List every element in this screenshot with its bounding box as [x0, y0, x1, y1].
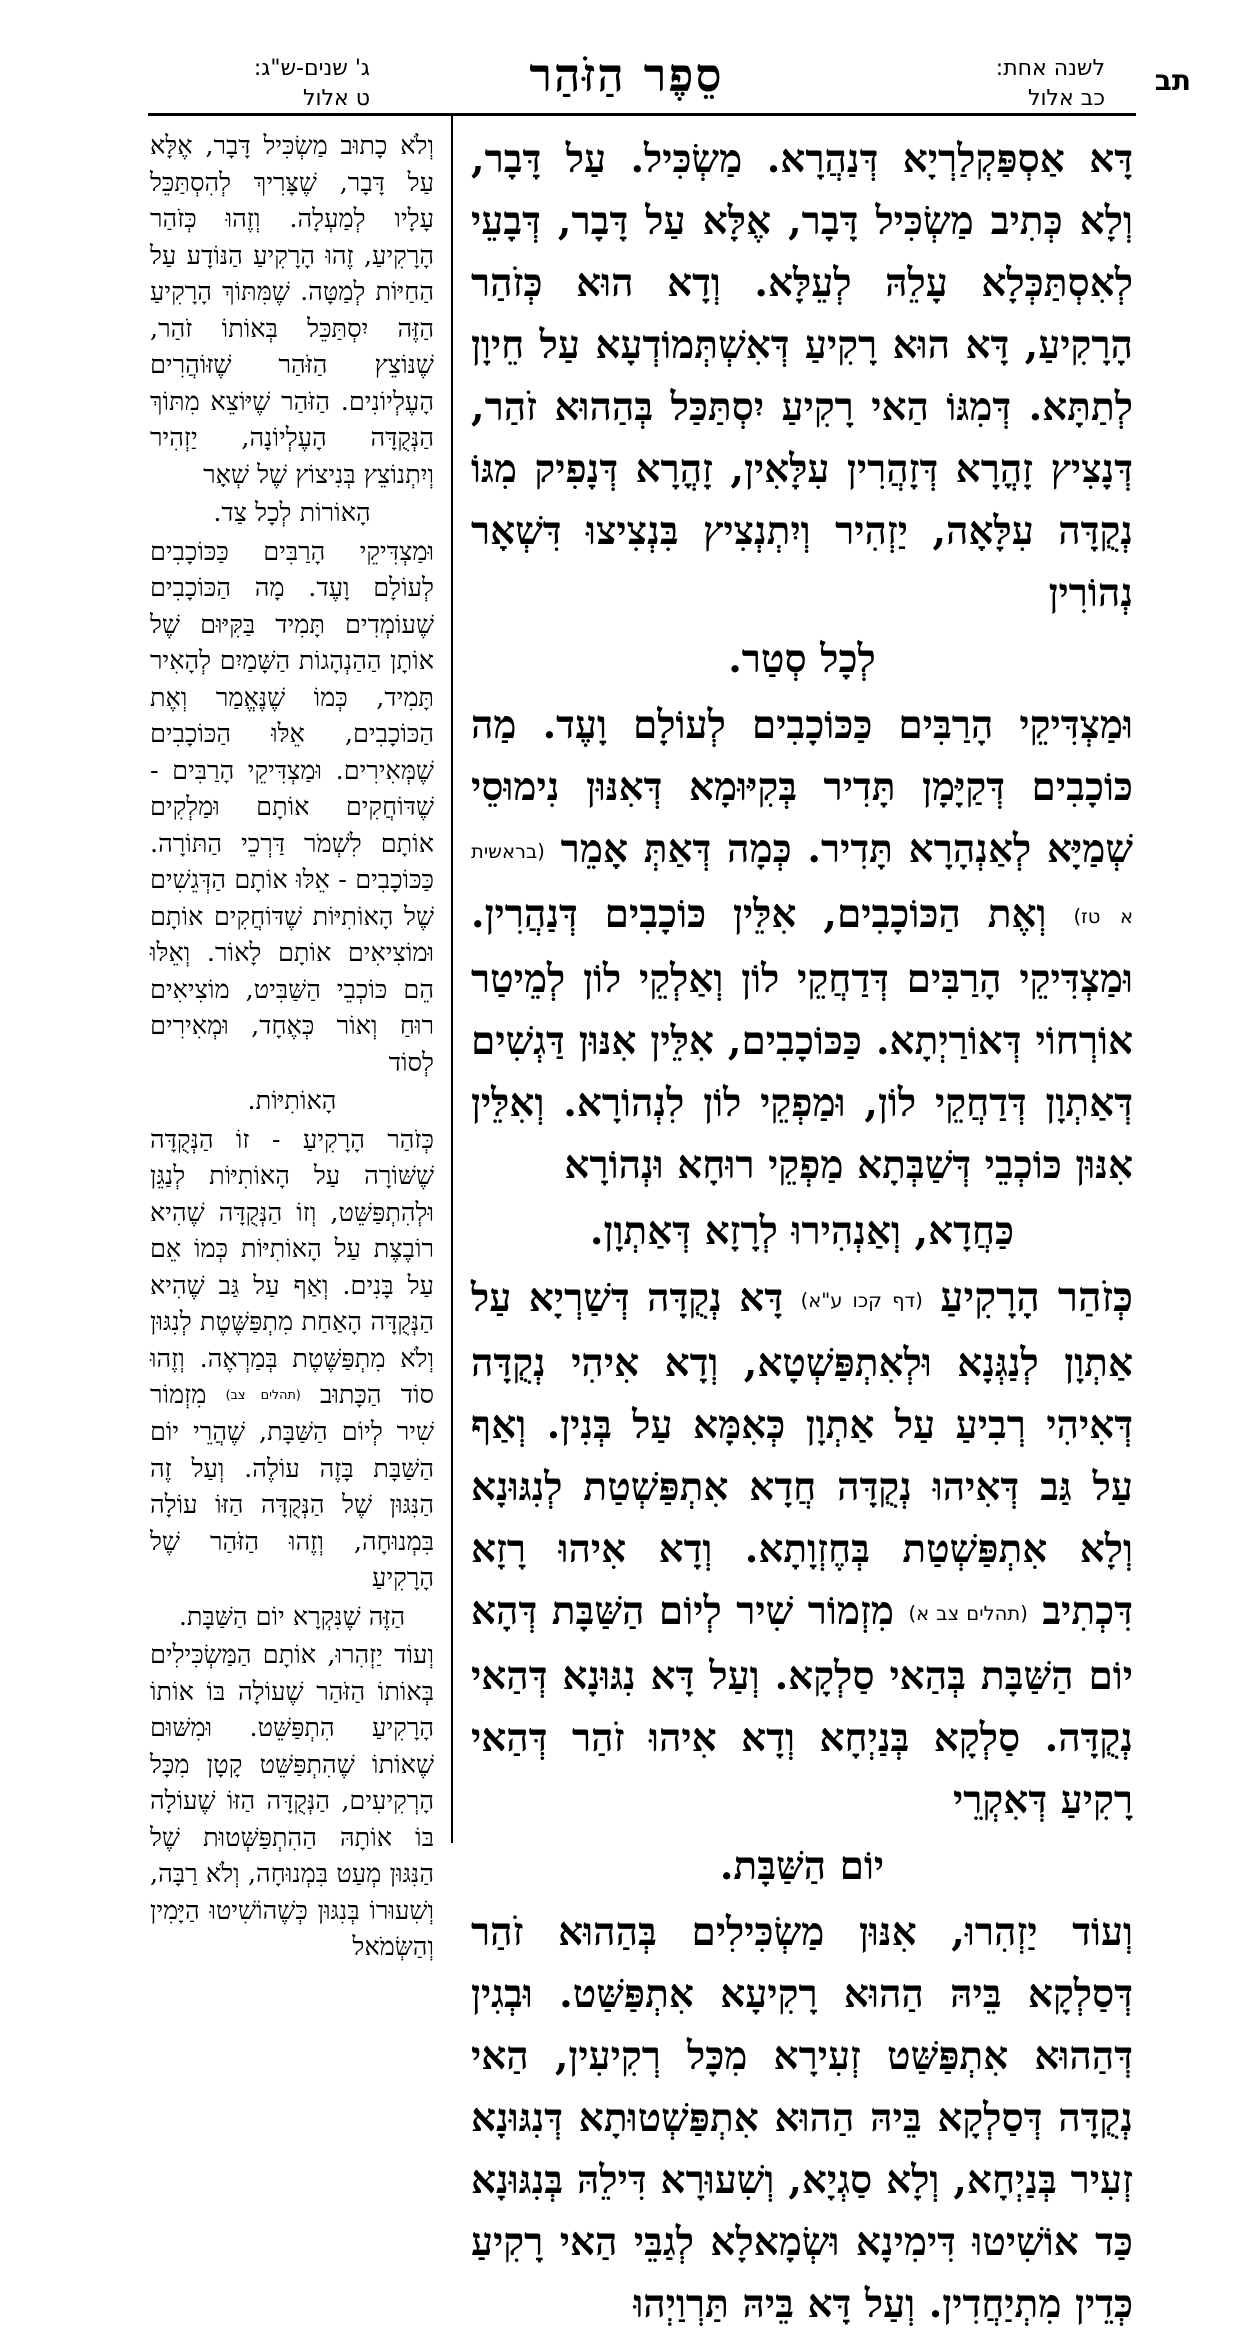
translation-paragraph-3-end: הַזֶּה שֶׁנִּקְרָא יוֹם הַשַּׁבָּת.	[178, 1601, 406, 1632]
aramaic-text-column	[471, 128, 1134, 2327]
aramaic-text: וְעוֹד יַזְהִרוּ, אִנּוּן מַשְׂכִּילִים בְּהַהוּא זֹהַר דְּסַלְקָא בֵּיהּ הַהוּא רָקִיעָא אִתְפַּשַּׁט. וּבְגִין דְּהַהוּא אִתְפַּשַּׁט זְעִירָא מִכָּל רְקִיעִין, הַאי נְקֻדָּה דְּסַלְקָא בֵּיהּ הַהוּא אִתְפַּשְׁטוּתָא דְּנִגּוּנָא זְעִיר בְּנַיְחָא, וְלָא סַגְיָא, וְשִׁעוּרָא דִּילֵהּ בְּנִגּוּנָא כַּד אוֹשִׁיטוּ דִּימִינָא וּשְׂמָאלָא לְגַבֵּי הַאי רָקִיעַ כְּדֵין מִתְיַחֲדִין. וְעַל דָּא בֵּיהּ תַּרְוַיְהוּ	[471, 1909, 1133, 2327]
reading-schedule-three-years	[150, 54, 370, 114]
translation-paragraph-3	[150, 1122, 434, 1597]
aramaic-paragraph-4	[471, 1901, 1133, 2335]
aramaic-paragraph-1-end: לְכָל סְטַר.	[728, 636, 876, 682]
aramaic-text: וּמַצְדִּיקֵי הָרַבִּים כַּכּוֹכָבִים לְעוֹלָם וָעֶד. מַה כּוֹכָבִים דְּקַיָּמָן תָּדִיר בְּקִיּוּמָא דְּאִנּוּן נִימוּסֵי שְׁמַיָּא לְאַנְהָרָא תָּדִיר. כְּמָה דְּאַתְּ אָמֵר	[471, 702, 1133, 872]
translation-paragraph-1-end: הָאוֹרוֹת לְכָל צַד.	[213, 498, 371, 528]
aramaic-text: דָּא אַסְפַּקְלַרְיָא דְּנַהֲרָא. מַשְׂכִּיל. עַל דָּבָר, וְלָא כְּתִיב מַשְׂכִּיל דָּבָר, אֶלָּא עַל דָּבָר, דְּבָעֵי לְאִסְתַּכְּלָא עָלֵהּ לְעֵלָּא. וְדָא הוּא כְּזֹהַר הָרָקִיעַ, דָּא הוּא רָקִיעַ דְּאִשְׁתְּמוֹדְעָא עַל חֵיוָן לְתַתָּא. דְּמִגּוֹ הַאי רָקִיעַ יִסְתַּכַּל בְּהַהוּא זֹהַר, דְּנָצִיץ זָהֳרָא דְּזָהֲרִין עִלָּאִין, זָהֳרָא דְּנָפִיק מִגּוֹ נְקֻדָּה עִלָּאָה, יַזְהִיר וְיִתְנְצִיץ בִּנְצִיצוּ דִּשְׁאָר נְהוֹרִין	[471, 136, 1133, 616]
translation-text: מִזְמוֹר שִׁיר לְיוֹם הַשַּׁבָּת, שֶׁהֲרֵי יוֹם הַשַּׁבָּת בָּזֶה עוֹלֶה. וְעַל זֶה הַנִּגּוּן שֶׁל הַנְּקֻדָּה הַזּוֹ עוֹלָה בִּמְנוּחָה, וְזֶהוּ הַזֹּהַר שֶׁל הָרָקִיעַ	[150, 1380, 434, 1594]
aramaic-paragraph-2-end: כַּחֲדָא, וְאַנְהִירוּ לְרָזָא דְּאַתְוָן.	[589, 1208, 1015, 1254]
aramaic-paragraph-3-end: יוֹם הַשַּׁבָּת.	[719, 1843, 885, 1889]
schedule-three-years-label: ג' שנים-ש"ג:	[253, 56, 370, 81]
schedule-one-year-label: לשנה אחת:	[995, 56, 1105, 81]
book-title: סֵפֶר הַזֹּהַר	[529, 48, 724, 102]
header-rule	[148, 113, 1136, 116]
aramaic-text: דָּא נְקֻדָּה דְּשַׁרְיָא עַל אַתְוָן לְנַגְּנָא וּלְאִתְפַּשְׁטָא, וְדָא אִיהִי נְקֻדָּה דְּאִיהִי רְבִיעַ עַל אַתְוָן כְּאִמָּא עַל בְּנִין. וְאַף עַל גַּב דְּאִיהוּ נְקֻדָּה חֲדָא אִתְפַּשְׁטַת לְנִגּוּנָא וְלָא אִתְפַּשְׁטַת בְּחֶזְוָתָא. וְדָא אִיהוּ רָזָא דִּכְתִיב	[471, 1275, 1134, 1634]
translation-text: וּמַצְדִּיקֵי הָרַבִּים כַּכּוֹכָבִים לְעוֹלָם וָעֶד. מָה הַכּוֹכָבִים שֶׁעוֹמְדִים תָּמִיד בַּקִּיּוּם שֶׁל אוֹתָן הַהַנְהָגוֹת הַשָּׁמַיִם לְהָאִיר תָּמִיד, כְּמוֹ שֶׁנֶּאֱמַר וְאֶת הַכּוֹכָבִים, אֵלּוּ הַכּוֹכָבִים שֶׁמְּאִירִים. וּמַצְדִּיקֵי הָרַבִּים - שֶׁדּוֹחֲקִים אוֹתָם וּמַלְקִים אוֹתָם לִשְׁמֹר דַּרְכֵי הַתּוֹרָה. כַּכּוֹכָבִים - אֵלּוּ אוֹתָם הַדְּגֵשִׁים שֶׁל הָאוֹתִיּוֹת שֶׁדּוֹחֲקִים אוֹתָם וּמוֹצִיאִים אוֹתָם לָאוֹר. וְאֵלּוּ הֵם כּוֹכְבֵי הַשַּׁבִּיט, מוֹצִיאִים רוּחַ וְאוֹר כְּאֶחָד, וּמְאִירִים לְסוֹד	[150, 536, 434, 1078]
scripture-reference: (תהלים צב)	[225, 1387, 301, 1403]
page-header	[0, 40, 1253, 130]
translation-text: כְּזֹהַר הָרָקִיעַ - זוֹ הַנְּקֻדָּה שֶׁשּׁוֹרָה עַל הָאוֹתִיּוֹת לְנַגֵּן וּלְהִתְפַּשֵּׁט, וְזוֹ הַנְּקֻדָּה שֶׁהִיא רוֹבֶצֶת עַל הָאוֹתִיּוֹת כְּמוֹ אֵם עַל בָּנִים. וְאַף עַל גַּב שֶׁהִיא הַנְּקֻדָּה הָאַחַת מִתְפַּשֶּׁטֶת לְנִגּוּן וְלֹא מִתְפַּשֶּׁטֶת בְּמַרְאֶה. וְזֶהוּ סוֹד הַכָּתוּב	[150, 1124, 434, 1410]
translation-text: וְלֹא כָתוּב מַשְׂכִּיל דָּבָר, אֶלָּא עַל דָּבָר, שֶׁצָּרִיךְ לְהִסְתַּכֵּל עָלָיו לְמַעְלָה. וְזֶהוּ כְּזֹהַר הָרָקִיעַ, זֶהוּ הָרָקִיעַ הַנּוֹדָע עַל הַחַיּוֹת לְמַטָּה. שֶׁמִּתּוֹךְ הָרָקִיעַ הַזֶּה יִסְתַּכֵּל בְּאוֹתוֹ זֹהַר, שֶׁנּוֹצֵץ הַזֹּהַר שֶׁזּוֹהֲרִים הָעֶלְיוֹנִים. הַזֹּהַר שֶׁיּוֹצֵא מִתּוֹךְ הַנְּקֻדָּה הָעֶלְיוֹנָה, יַזְהִיר וְיִתְנוֹצֵץ בְּנִיצוֹץ שֶׁל שְׁאָר	[150, 131, 434, 490]
column-separator	[451, 113, 453, 1843]
translation-paragraph-4	[150, 1637, 434, 1966]
aramaic-text: וְאֶת הַכּוֹכָבִים, אִלֵּין כּוֹכָבִים דְּנַהֲרִין. וּמַצְדִּיקֵי הָרַבִּים דְּדַחֲקֵי לוֹן וְאַלְקֵי לוֹן לְמֵיטַר אוֹרְחוֹי דְּאוֹרַיְתָא. כַּכּוֹכָבִים, אִלֵּין אִנּוּן דַּגְשִׁים דְּאַתְוָן דְּדַחֲקֵי לוֹן, וּמַפְקֵי לוֹן לִנְהוֹרָא. וְאִלֵּין אִנּוּן כּוֹכְבֵי דְּשַׁבְּתָא מַפְקֵי רוּחָא וּנְהוֹרָא	[471, 891, 1133, 1188]
translation-text: וְעוֹד יַזְהִרוּ, אוֹתָם הַמַּשְׂכִּילִים בְּאוֹתוֹ הַזֹּהַר שֶׁעוֹלָה בּוֹ אוֹתוֹ הָרָקִיעַ הִתְפַּשֵּׁט. וּמִשּׁוּם שֶׁאוֹתוֹ שֶׁהִתְפַּשֵּׁט קָטָן מִכָּל הָרְקִיעִים, הַנְּקֻדָּה הַזּוֹ שֶׁעוֹלָה בּוֹ אוֹתָהּ הַהִתְפַּשְּׁטוּת שֶׁל הַנִּגּוּן מְעַט בִּמְנוּחָה, וְלֹא רַבָּה, וְשִׁעוּרוֹ בְּנִגּוּן כְּשֶׁהוֹשִׁיטוּ הַיָּמִין וְהַשְּׂמֹאל	[150, 1640, 434, 1963]
aramaic-paragraph-3	[471, 1266, 1133, 1831]
folio-reference: (דף קכו ע"א)	[800, 1289, 923, 1312]
aramaic-paragraph-2	[471, 694, 1133, 1196]
paragraph-opening-words: כְּזֹהַר הָרָקִיעַ	[940, 1273, 1133, 1321]
scripture-reference: (תהלים צב א)	[908, 1602, 1028, 1625]
scripture-reference: (בראשית א טז)	[471, 840, 1134, 928]
aramaic-paragraph-1	[471, 128, 1133, 624]
translation-paragraph-2	[150, 534, 434, 1082]
schedule-one-year-date: כב אלול	[1027, 86, 1105, 111]
page-number: תב	[1154, 64, 1191, 97]
schedule-three-years-date: ט אלול	[303, 86, 370, 111]
translation-paragraph-2-end: הָאוֹתִיּוֹת.	[247, 1086, 337, 1116]
translation-paragraph-1	[150, 128, 434, 493]
aramaic-text: מִזְמוֹר שִׁיר לְיוֹם הַשַּׁבָּת דְּהָא יוֹם הַשַּׁבָּת בְּהַאי סַלְקָא. וְעַל דָּא נִגּוּנָא דְּהַאי נְקֻדָּה. סַלְקָא בְּנַיְחָא וְדָא אִיהוּ זֹהַר דְּהַאי רָקִיעַ דְּאִקְרֵי	[471, 1588, 1133, 1823]
hebrew-translation-column	[150, 128, 434, 1963]
